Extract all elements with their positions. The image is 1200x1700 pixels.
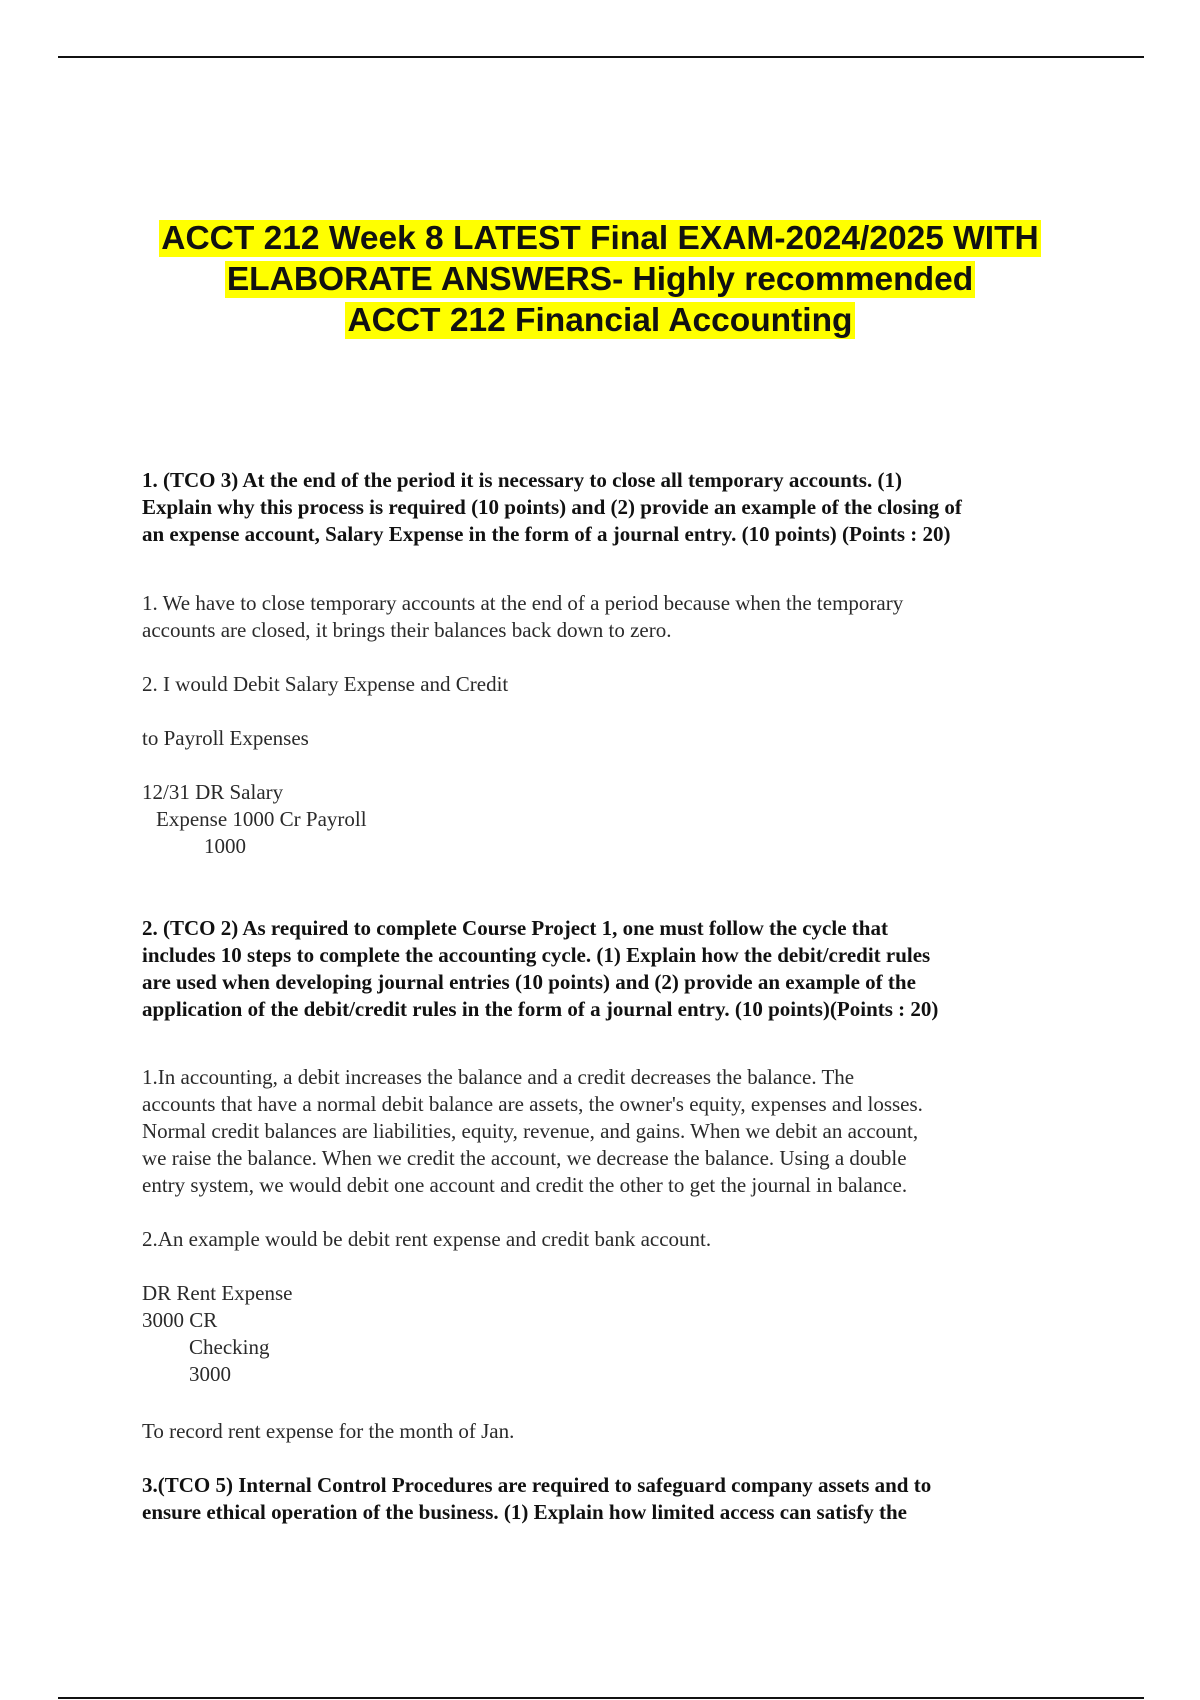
question-2: 2. (TCO 2) As required to complete Course Project 1, one must follow the cycle that includes 10 steps to complete the accounting cycle. (1) Explain how the debit/credit rules are used when developing journal entries (10 points) and (2) provide an example of the application of the debit/credit rules in the form of a journal entry. (10 points)(Points : 20): [142, 916, 939, 1021]
q1-answer-1: 1. We have to close temporary accounts at the end of a period because when the temporary accounts are closed, it brings their balances back down to zero.: [142, 591, 904, 642]
q2-journal-entry: DR Rent Expense 3000 CR Checking 3000: [142, 1281, 293, 1386]
title-line-3: ACCT 212 Financial Accounting: [347, 302, 853, 339]
q1-answer-2: 2. I would Debit Salary Expense and Credit: [142, 672, 509, 696]
top-rule: [58, 56, 1144, 58]
q1-answer-2-continued: to Payroll Expenses: [142, 726, 309, 750]
title-line-1: ACCT 212 Week 8 LATEST Final EXAM-2024/2025 WITH: [161, 220, 1039, 257]
q2-answer-1: 1.In accounting, a debit increases the balance and a credit decreases the balance. The accounts that have a normal debit balance are assets, the owner's equity, expenses and losses. Normal credit balances are liabilities, equity, revenue, and gains. When we debit an account, we raise the balance. When we credit the account, we decrease the balance. Using a double entry system, we would debit one account and credit the other to get the journal in balance.: [142, 1065, 923, 1197]
q2-answer-2: 2.An example would be debit rent expense and credit bank account.: [142, 1227, 712, 1251]
document-title: [0, 218, 1200, 341]
q1-journal-entry: 12/31 DR Salary Expense 1000 Cr Payroll 1000: [142, 780, 367, 858]
title-line-2: ELABORATE ANSWERS- Highly recommended: [226, 261, 974, 298]
question-1: 1. (TCO 3) At the end of the period it is necessary to close all temporary accounts. (1) Explain why this process is required (10 points) and (2) provide an example of the closing of an expense account, Salary Expense in the form of a journal entry. (10 points) (Points : 20): [142, 468, 962, 546]
bottom-rule: [58, 1697, 1144, 1699]
question-3: 3.(TCO 5) Internal Control Procedures are required to safeguard company assets and to ensure ethical operation of the business. (1) Explain how limited access can satisfy the: [142, 1473, 932, 1524]
q2-memo: To record rent expense for the month of Jan.: [142, 1419, 515, 1443]
